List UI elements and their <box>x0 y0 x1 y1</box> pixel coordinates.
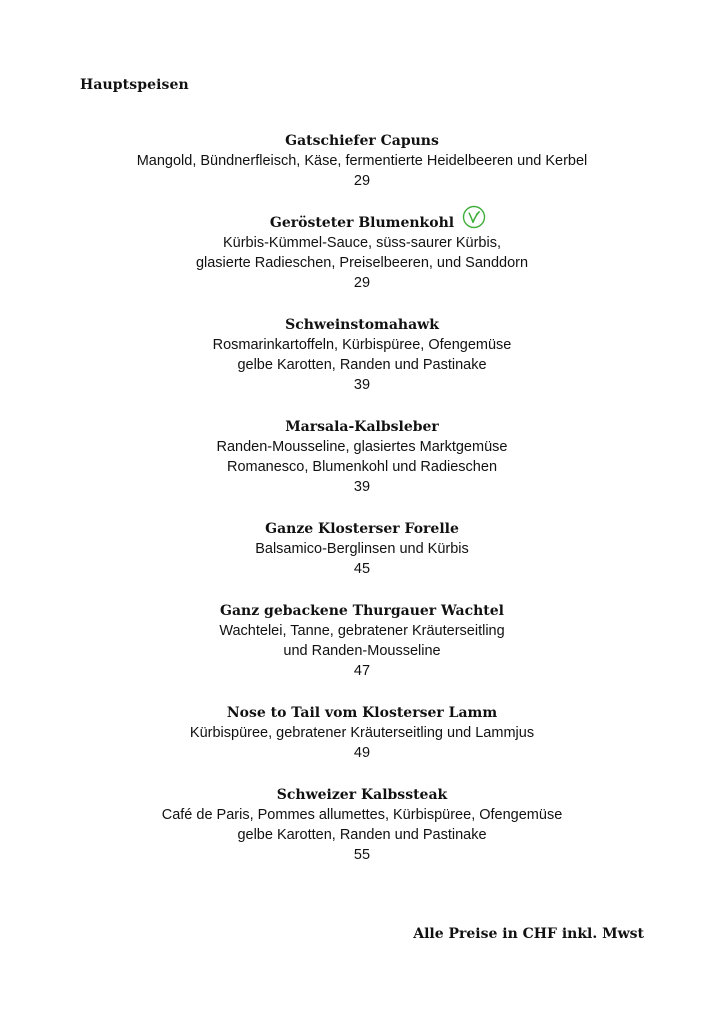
dish-name: Schweinstomahawk <box>285 317 439 333</box>
dish-description: Rosmarinkartoffeln, Kürbispüree, Ofengemüse <box>212 337 512 353</box>
dish-price: 45 <box>353 561 371 577</box>
menu-item <box>0 519 724 579</box>
dish-description: Randen-Mousseline, glasiertes Marktgemüse <box>216 439 508 455</box>
section-title: Hauptspeisen <box>80 77 189 93</box>
dish-price: 39 <box>353 377 371 393</box>
dish-description: gelbe Karotten, Randen und Pastinake <box>237 357 487 373</box>
dish-price: 47 <box>353 663 371 679</box>
dish-price: 49 <box>353 745 371 761</box>
menu-list <box>0 131 724 887</box>
menu-item <box>0 785 724 865</box>
dish-description: Kürbispüree, gebratener Kräuterseitling und Lammjus <box>189 725 535 741</box>
dish-description: gelbe Karotten, Randen und Pastinake <box>237 827 487 843</box>
dish-description: Mangold, Bündnerfleisch, Käse, fermentierte Heidelbeeren und Kerbel <box>136 153 588 169</box>
dish-description: Kürbis-Kümmel-Sauce, süss-saurer Kürbis, <box>222 235 501 251</box>
dish-description: und Randen-Mousseline <box>283 643 441 659</box>
dish-name: Gatschiefer Capuns <box>285 133 439 149</box>
menu-item <box>0 213 724 293</box>
dish-description: glasierte Radieschen, Preiselbeeren, und Sanddorn <box>195 255 529 271</box>
dish-description: Balsamico-Berglinsen und Kürbis <box>255 541 469 557</box>
dish-description: Café de Paris, Pommes allumettes, Kürbispüree, Ofengemüse <box>161 807 563 823</box>
menu-item <box>0 131 724 191</box>
dish-description: Romanesco, Blumenkohl und Radieschen <box>226 459 498 475</box>
menu-item <box>0 703 724 763</box>
dish-description: Wachtelei, Tanne, gebratener Kräuterseitling <box>219 623 505 639</box>
dish-price: 55 <box>353 847 371 863</box>
dish-name: Gerösteter Blumenkohl <box>270 213 454 233</box>
dish-name: Marsala-Kalbsleber <box>285 419 439 435</box>
dish-price: 39 <box>353 479 371 495</box>
vegetarian-leaf-icon <box>462 205 486 229</box>
dish-name: Nose to Tail vom Klosterser Lamm <box>226 705 498 721</box>
dish-name: Schweizer Kalbssteak <box>276 787 448 803</box>
menu-item <box>0 315 724 395</box>
dish-price: 29 <box>353 275 371 291</box>
price-note: Alle Preise in CHF inkl. Mwst <box>413 926 644 942</box>
menu-item <box>0 417 724 497</box>
dish-name: Ganz gebackene Thurgauer Wachtel <box>220 603 504 619</box>
menu-item <box>0 601 724 681</box>
dish-price: 29 <box>353 173 371 189</box>
dish-name: Ganze Klosterser Forelle <box>265 521 459 537</box>
